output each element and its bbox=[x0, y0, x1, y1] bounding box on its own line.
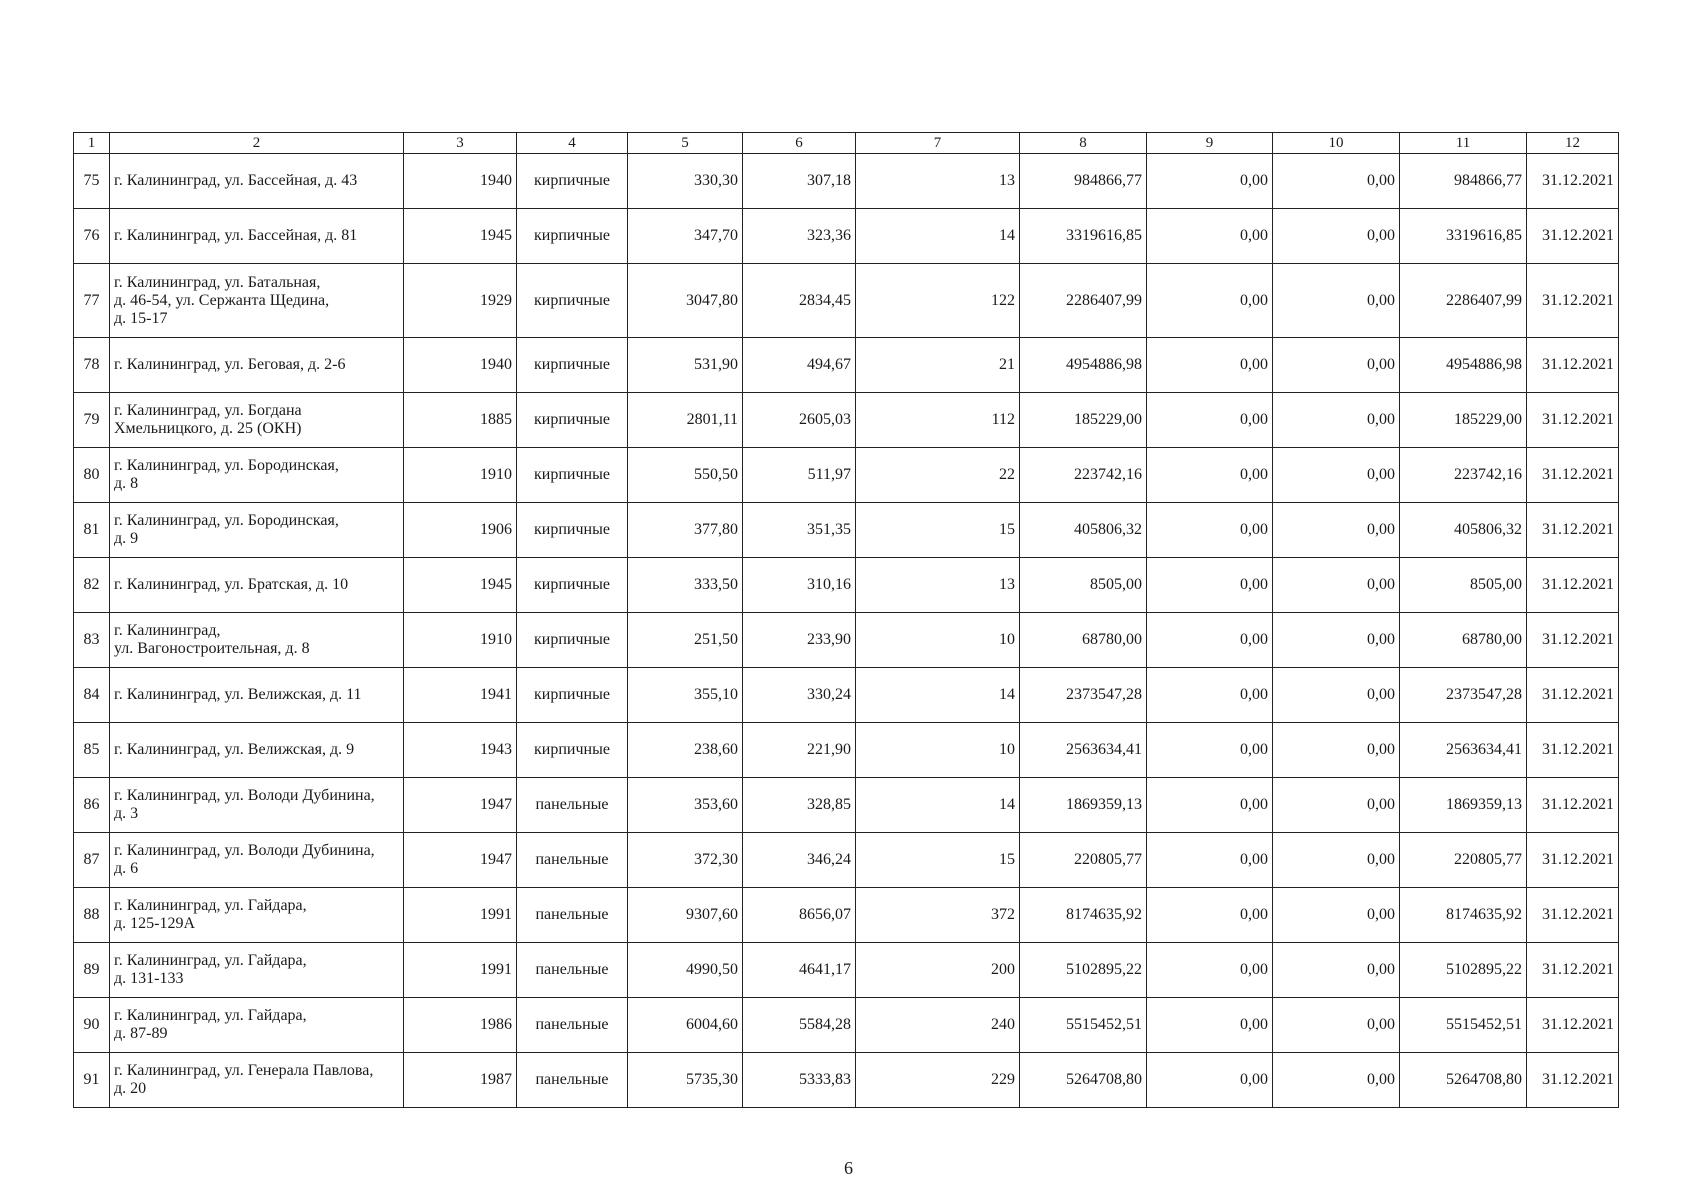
column-10-cell: 0,00 bbox=[1273, 833, 1400, 888]
address-cell: г. Калининград, ул. Бассейная, д. 81 bbox=[110, 209, 404, 264]
completion-date-cell: 31.12.2021 bbox=[1527, 209, 1619, 264]
column-10-cell: 0,00 bbox=[1273, 998, 1400, 1053]
total-area-cell: 347,70 bbox=[628, 209, 743, 264]
wall-material-cell: кирпичные bbox=[517, 264, 628, 338]
address-cell: г. Калининград, ул. Бородинская, д. 9 bbox=[110, 503, 404, 558]
column-11-cell: 2373547,28 bbox=[1400, 668, 1527, 723]
wall-material-cell: панельные bbox=[517, 778, 628, 833]
column-10-cell: 0,00 bbox=[1273, 613, 1400, 668]
column-11-cell: 68780,00 bbox=[1400, 613, 1527, 668]
address-cell: г. Калининград, ул. Братская, д. 10 bbox=[110, 558, 404, 613]
cost-total-cell: 2563634,41 bbox=[1020, 723, 1147, 778]
housing-registry-table bbox=[73, 132, 1619, 1108]
column-10-cell: 0,00 bbox=[1273, 1053, 1400, 1108]
address-cell: г. Калининград, ул. Гайдара, д. 87-89 bbox=[110, 998, 404, 1053]
address-cell: г. Калининград, ул. Бородинская, д. 8 bbox=[110, 448, 404, 503]
column-header: 3 bbox=[404, 133, 517, 154]
living-area-cell: 2605,03 bbox=[743, 393, 856, 448]
column-11-cell: 1869359,13 bbox=[1400, 778, 1527, 833]
wall-material-cell: кирпичные bbox=[517, 154, 628, 209]
row-number-cell: 89 bbox=[74, 943, 110, 998]
cost-total-cell: 5264708,80 bbox=[1020, 1053, 1147, 1108]
column-header: 9 bbox=[1147, 133, 1273, 154]
column-10-cell: 0,00 bbox=[1273, 448, 1400, 503]
column-9-cell: 0,00 bbox=[1147, 338, 1273, 393]
year-built-cell: 1940 bbox=[404, 154, 517, 209]
completion-date-cell: 31.12.2021 bbox=[1527, 888, 1619, 943]
address-cell: г. Калининград, ул. Володи Дубинина, д. 3 bbox=[110, 778, 404, 833]
residents-cell: 15 bbox=[856, 503, 1020, 558]
column-10-cell: 0,00 bbox=[1273, 888, 1400, 943]
cost-total-cell: 2373547,28 bbox=[1020, 668, 1147, 723]
column-header: 12 bbox=[1527, 133, 1619, 154]
total-area-cell: 550,50 bbox=[628, 448, 743, 503]
total-area-cell: 377,80 bbox=[628, 503, 743, 558]
wall-material-cell: кирпичные bbox=[517, 723, 628, 778]
column-11-cell: 223742,16 bbox=[1400, 448, 1527, 503]
living-area-cell: 307,18 bbox=[743, 154, 856, 209]
column-header: 6 bbox=[743, 133, 856, 154]
total-area-cell: 3047,80 bbox=[628, 264, 743, 338]
column-11-cell: 2563634,41 bbox=[1400, 723, 1527, 778]
column-10-cell: 0,00 bbox=[1273, 668, 1400, 723]
completion-date-cell: 31.12.2021 bbox=[1527, 264, 1619, 338]
cost-total-cell: 5515452,51 bbox=[1020, 998, 1147, 1053]
address-cell: г. Калининград, ул. Велижская, д. 9 bbox=[110, 723, 404, 778]
table-row bbox=[74, 338, 1619, 393]
residents-cell: 122 bbox=[856, 264, 1020, 338]
wall-material-cell: кирпичные bbox=[517, 503, 628, 558]
column-10-cell: 0,00 bbox=[1273, 723, 1400, 778]
row-number-cell: 76 bbox=[74, 209, 110, 264]
wall-material-cell: кирпичные bbox=[517, 393, 628, 448]
column-header: 11 bbox=[1400, 133, 1527, 154]
completion-date-cell: 31.12.2021 bbox=[1527, 558, 1619, 613]
cost-total-cell: 8174635,92 bbox=[1020, 888, 1147, 943]
column-header: 1 bbox=[74, 133, 110, 154]
living-area-cell: 330,24 bbox=[743, 668, 856, 723]
total-area-cell: 238,60 bbox=[628, 723, 743, 778]
living-area-cell: 351,35 bbox=[743, 503, 856, 558]
table-row bbox=[74, 833, 1619, 888]
total-area-cell: 251,50 bbox=[628, 613, 743, 668]
column-11-cell: 5515452,51 bbox=[1400, 998, 1527, 1053]
row-number-cell: 78 bbox=[74, 338, 110, 393]
table-row bbox=[74, 393, 1619, 448]
year-built-cell: 1906 bbox=[404, 503, 517, 558]
row-number-cell: 86 bbox=[74, 778, 110, 833]
living-area-cell: 2834,45 bbox=[743, 264, 856, 338]
residents-cell: 14 bbox=[856, 668, 1020, 723]
column-9-cell: 0,00 bbox=[1147, 668, 1273, 723]
living-area-cell: 233,90 bbox=[743, 613, 856, 668]
residents-cell: 14 bbox=[856, 778, 1020, 833]
page-number: 6 bbox=[844, 1158, 853, 1178]
total-area-cell: 355,10 bbox=[628, 668, 743, 723]
year-built-cell: 1991 bbox=[404, 888, 517, 943]
living-area-cell: 346,24 bbox=[743, 833, 856, 888]
completion-date-cell: 31.12.2021 bbox=[1527, 503, 1619, 558]
living-area-cell: 4641,17 bbox=[743, 943, 856, 998]
column-9-cell: 0,00 bbox=[1147, 778, 1273, 833]
column-11-cell: 5102895,22 bbox=[1400, 943, 1527, 998]
wall-material-cell: панельные bbox=[517, 943, 628, 998]
column-9-cell: 0,00 bbox=[1147, 448, 1273, 503]
column-header: 7 bbox=[856, 133, 1020, 154]
table-row bbox=[74, 778, 1619, 833]
cost-total-cell: 3319616,85 bbox=[1020, 209, 1147, 264]
address-cell: г. Калининград, ул. Батальная, д. 46-54, ул. Сержанта Щедина, д. 15-17 bbox=[110, 264, 404, 338]
table-row bbox=[74, 998, 1619, 1053]
column-9-cell: 0,00 bbox=[1147, 209, 1273, 264]
completion-date-cell: 31.12.2021 bbox=[1527, 998, 1619, 1053]
column-11-cell: 2286407,99 bbox=[1400, 264, 1527, 338]
column-11-cell: 8174635,92 bbox=[1400, 888, 1527, 943]
address-cell: г. Калининград, ул. Вагоностроительная, д. 8 bbox=[110, 613, 404, 668]
completion-date-cell: 31.12.2021 bbox=[1527, 668, 1619, 723]
year-built-cell: 1910 bbox=[404, 613, 517, 668]
column-11-cell: 185229,00 bbox=[1400, 393, 1527, 448]
column-11-cell: 405806,32 bbox=[1400, 503, 1527, 558]
residents-cell: 13 bbox=[856, 558, 1020, 613]
row-number-cell: 91 bbox=[74, 1053, 110, 1108]
column-9-cell: 0,00 bbox=[1147, 1053, 1273, 1108]
table-row bbox=[74, 723, 1619, 778]
row-number-cell: 80 bbox=[74, 448, 110, 503]
table-row bbox=[74, 888, 1619, 943]
table-row bbox=[74, 668, 1619, 723]
residents-cell: 15 bbox=[856, 833, 1020, 888]
living-area-cell: 5333,83 bbox=[743, 1053, 856, 1108]
cost-total-cell: 8505,00 bbox=[1020, 558, 1147, 613]
total-area-cell: 531,90 bbox=[628, 338, 743, 393]
address-cell: г. Калининград, ул. Богдана Хмельницкого, д. 25 (ОКН) bbox=[110, 393, 404, 448]
column-9-cell: 0,00 bbox=[1147, 833, 1273, 888]
completion-date-cell: 31.12.2021 bbox=[1527, 833, 1619, 888]
column-header: 8 bbox=[1020, 133, 1147, 154]
table-row bbox=[74, 503, 1619, 558]
wall-material-cell: панельные bbox=[517, 998, 628, 1053]
cost-total-cell: 405806,32 bbox=[1020, 503, 1147, 558]
address-cell: г. Калининград, ул. Беговая, д. 2-6 bbox=[110, 338, 404, 393]
column-10-cell: 0,00 bbox=[1273, 154, 1400, 209]
year-built-cell: 1991 bbox=[404, 943, 517, 998]
wall-material-cell: панельные bbox=[517, 1053, 628, 1108]
column-10-cell: 0,00 bbox=[1273, 778, 1400, 833]
column-9-cell: 0,00 bbox=[1147, 998, 1273, 1053]
year-built-cell: 1941 bbox=[404, 668, 517, 723]
year-built-cell: 1910 bbox=[404, 448, 517, 503]
address-cell: г. Калининград, ул. Генерала Павлова, д. 20 bbox=[110, 1053, 404, 1108]
table-row bbox=[74, 448, 1619, 503]
row-number-cell: 90 bbox=[74, 998, 110, 1053]
year-built-cell: 1929 bbox=[404, 264, 517, 338]
column-10-cell: 0,00 bbox=[1273, 558, 1400, 613]
column-9-cell: 0,00 bbox=[1147, 393, 1273, 448]
table-row bbox=[74, 1053, 1619, 1108]
column-9-cell: 0,00 bbox=[1147, 558, 1273, 613]
column-9-cell: 0,00 bbox=[1147, 503, 1273, 558]
living-area-cell: 511,97 bbox=[743, 448, 856, 503]
row-number-cell: 88 bbox=[74, 888, 110, 943]
wall-material-cell: кирпичные bbox=[517, 668, 628, 723]
wall-material-cell: панельные bbox=[517, 833, 628, 888]
column-11-cell: 220805,77 bbox=[1400, 833, 1527, 888]
living-area-cell: 221,90 bbox=[743, 723, 856, 778]
cost-total-cell: 185229,00 bbox=[1020, 393, 1147, 448]
year-built-cell: 1947 bbox=[404, 833, 517, 888]
living-area-cell: 8656,07 bbox=[743, 888, 856, 943]
column-9-cell: 0,00 bbox=[1147, 613, 1273, 668]
total-area-cell: 330,30 bbox=[628, 154, 743, 209]
residents-cell: 10 bbox=[856, 613, 1020, 668]
residents-cell: 22 bbox=[856, 448, 1020, 503]
column-header: 5 bbox=[628, 133, 743, 154]
wall-material-cell: кирпичные bbox=[517, 613, 628, 668]
column-9-cell: 0,00 bbox=[1147, 888, 1273, 943]
column-header: 10 bbox=[1273, 133, 1400, 154]
year-built-cell: 1986 bbox=[404, 998, 517, 1053]
row-number-cell: 82 bbox=[74, 558, 110, 613]
year-built-cell: 1940 bbox=[404, 338, 517, 393]
residents-cell: 14 bbox=[856, 209, 1020, 264]
cost-total-cell: 220805,77 bbox=[1020, 833, 1147, 888]
cost-total-cell: 5102895,22 bbox=[1020, 943, 1147, 998]
residents-cell: 13 bbox=[856, 154, 1020, 209]
living-area-cell: 328,85 bbox=[743, 778, 856, 833]
column-10-cell: 0,00 bbox=[1273, 264, 1400, 338]
column-9-cell: 0,00 bbox=[1147, 264, 1273, 338]
total-area-cell: 5735,30 bbox=[628, 1053, 743, 1108]
table-row bbox=[74, 558, 1619, 613]
residents-cell: 372 bbox=[856, 888, 1020, 943]
column-10-cell: 0,00 bbox=[1273, 943, 1400, 998]
cost-total-cell: 2286407,99 bbox=[1020, 264, 1147, 338]
row-number-cell: 84 bbox=[74, 668, 110, 723]
cost-total-cell: 984866,77 bbox=[1020, 154, 1147, 209]
living-area-cell: 5584,28 bbox=[743, 998, 856, 1053]
column-11-cell: 3319616,85 bbox=[1400, 209, 1527, 264]
table-row bbox=[74, 264, 1619, 338]
column-11-cell: 8505,00 bbox=[1400, 558, 1527, 613]
table-row bbox=[74, 154, 1619, 209]
total-area-cell: 2801,11 bbox=[628, 393, 743, 448]
address-cell: г. Калининград, ул. Велижская, д. 11 bbox=[110, 668, 404, 723]
column-11-cell: 5264708,80 bbox=[1400, 1053, 1527, 1108]
total-area-cell: 9307,60 bbox=[628, 888, 743, 943]
wall-material-cell: кирпичные bbox=[517, 448, 628, 503]
cost-total-cell: 1869359,13 bbox=[1020, 778, 1147, 833]
column-9-cell: 0,00 bbox=[1147, 723, 1273, 778]
address-cell: г. Калининград, ул. Гайдара, д. 125-129А bbox=[110, 888, 404, 943]
column-header: 2 bbox=[110, 133, 404, 154]
total-area-cell: 353,60 bbox=[628, 778, 743, 833]
column-11-cell: 4954886,98 bbox=[1400, 338, 1527, 393]
cost-total-cell: 223742,16 bbox=[1020, 448, 1147, 503]
column-10-cell: 0,00 bbox=[1273, 338, 1400, 393]
residents-cell: 240 bbox=[856, 998, 1020, 1053]
wall-material-cell: панельные bbox=[517, 888, 628, 943]
row-number-cell: 81 bbox=[74, 503, 110, 558]
registry-rows bbox=[74, 154, 1619, 1108]
year-built-cell: 1947 bbox=[404, 778, 517, 833]
row-number-cell: 87 bbox=[74, 833, 110, 888]
completion-date-cell: 31.12.2021 bbox=[1527, 393, 1619, 448]
row-number-cell: 85 bbox=[74, 723, 110, 778]
column-9-cell: 0,00 bbox=[1147, 154, 1273, 209]
address-cell: г. Калининград, ул. Бассейная, д. 43 bbox=[110, 154, 404, 209]
year-built-cell: 1885 bbox=[404, 393, 517, 448]
year-built-cell: 1987 bbox=[404, 1053, 517, 1108]
row-number-cell: 77 bbox=[74, 264, 110, 338]
residents-cell: 229 bbox=[856, 1053, 1020, 1108]
column-9-cell: 0,00 bbox=[1147, 943, 1273, 998]
column-10-cell: 0,00 bbox=[1273, 393, 1400, 448]
living-area-cell: 310,16 bbox=[743, 558, 856, 613]
column-number-row bbox=[74, 133, 1619, 154]
completion-date-cell: 31.12.2021 bbox=[1527, 338, 1619, 393]
residents-cell: 112 bbox=[856, 393, 1020, 448]
table-row bbox=[74, 209, 1619, 264]
row-number-cell: 83 bbox=[74, 613, 110, 668]
year-built-cell: 1943 bbox=[404, 723, 517, 778]
total-area-cell: 6004,60 bbox=[628, 998, 743, 1053]
table-row bbox=[74, 943, 1619, 998]
completion-date-cell: 31.12.2021 bbox=[1527, 613, 1619, 668]
completion-date-cell: 31.12.2021 bbox=[1527, 448, 1619, 503]
column-10-cell: 0,00 bbox=[1273, 503, 1400, 558]
column-11-cell: 984866,77 bbox=[1400, 154, 1527, 209]
residents-cell: 200 bbox=[856, 943, 1020, 998]
completion-date-cell: 31.12.2021 bbox=[1527, 723, 1619, 778]
completion-date-cell: 31.12.2021 bbox=[1527, 154, 1619, 209]
year-built-cell: 1945 bbox=[404, 209, 517, 264]
total-area-cell: 372,30 bbox=[628, 833, 743, 888]
completion-date-cell: 31.12.2021 bbox=[1527, 778, 1619, 833]
residents-cell: 21 bbox=[856, 338, 1020, 393]
column-header: 4 bbox=[517, 133, 628, 154]
address-cell: г. Калининград, ул. Гайдара, д. 131-133 bbox=[110, 943, 404, 998]
address-cell: г. Калининград, ул. Володи Дубинина, д. 6 bbox=[110, 833, 404, 888]
completion-date-cell: 31.12.2021 bbox=[1527, 1053, 1619, 1108]
cost-total-cell: 68780,00 bbox=[1020, 613, 1147, 668]
cost-total-cell: 4954886,98 bbox=[1020, 338, 1147, 393]
year-built-cell: 1945 bbox=[404, 558, 517, 613]
residents-cell: 10 bbox=[856, 723, 1020, 778]
living-area-cell: 323,36 bbox=[743, 209, 856, 264]
total-area-cell: 333,50 bbox=[628, 558, 743, 613]
row-number-cell: 79 bbox=[74, 393, 110, 448]
wall-material-cell: кирпичные bbox=[517, 338, 628, 393]
column-10-cell: 0,00 bbox=[1273, 209, 1400, 264]
living-area-cell: 494,67 bbox=[743, 338, 856, 393]
completion-date-cell: 31.12.2021 bbox=[1527, 943, 1619, 998]
row-number-cell: 75 bbox=[74, 154, 110, 209]
wall-material-cell: кирпичные bbox=[517, 558, 628, 613]
total-area-cell: 4990,50 bbox=[628, 943, 743, 998]
table-row bbox=[74, 613, 1619, 668]
wall-material-cell: кирпичные bbox=[517, 209, 628, 264]
